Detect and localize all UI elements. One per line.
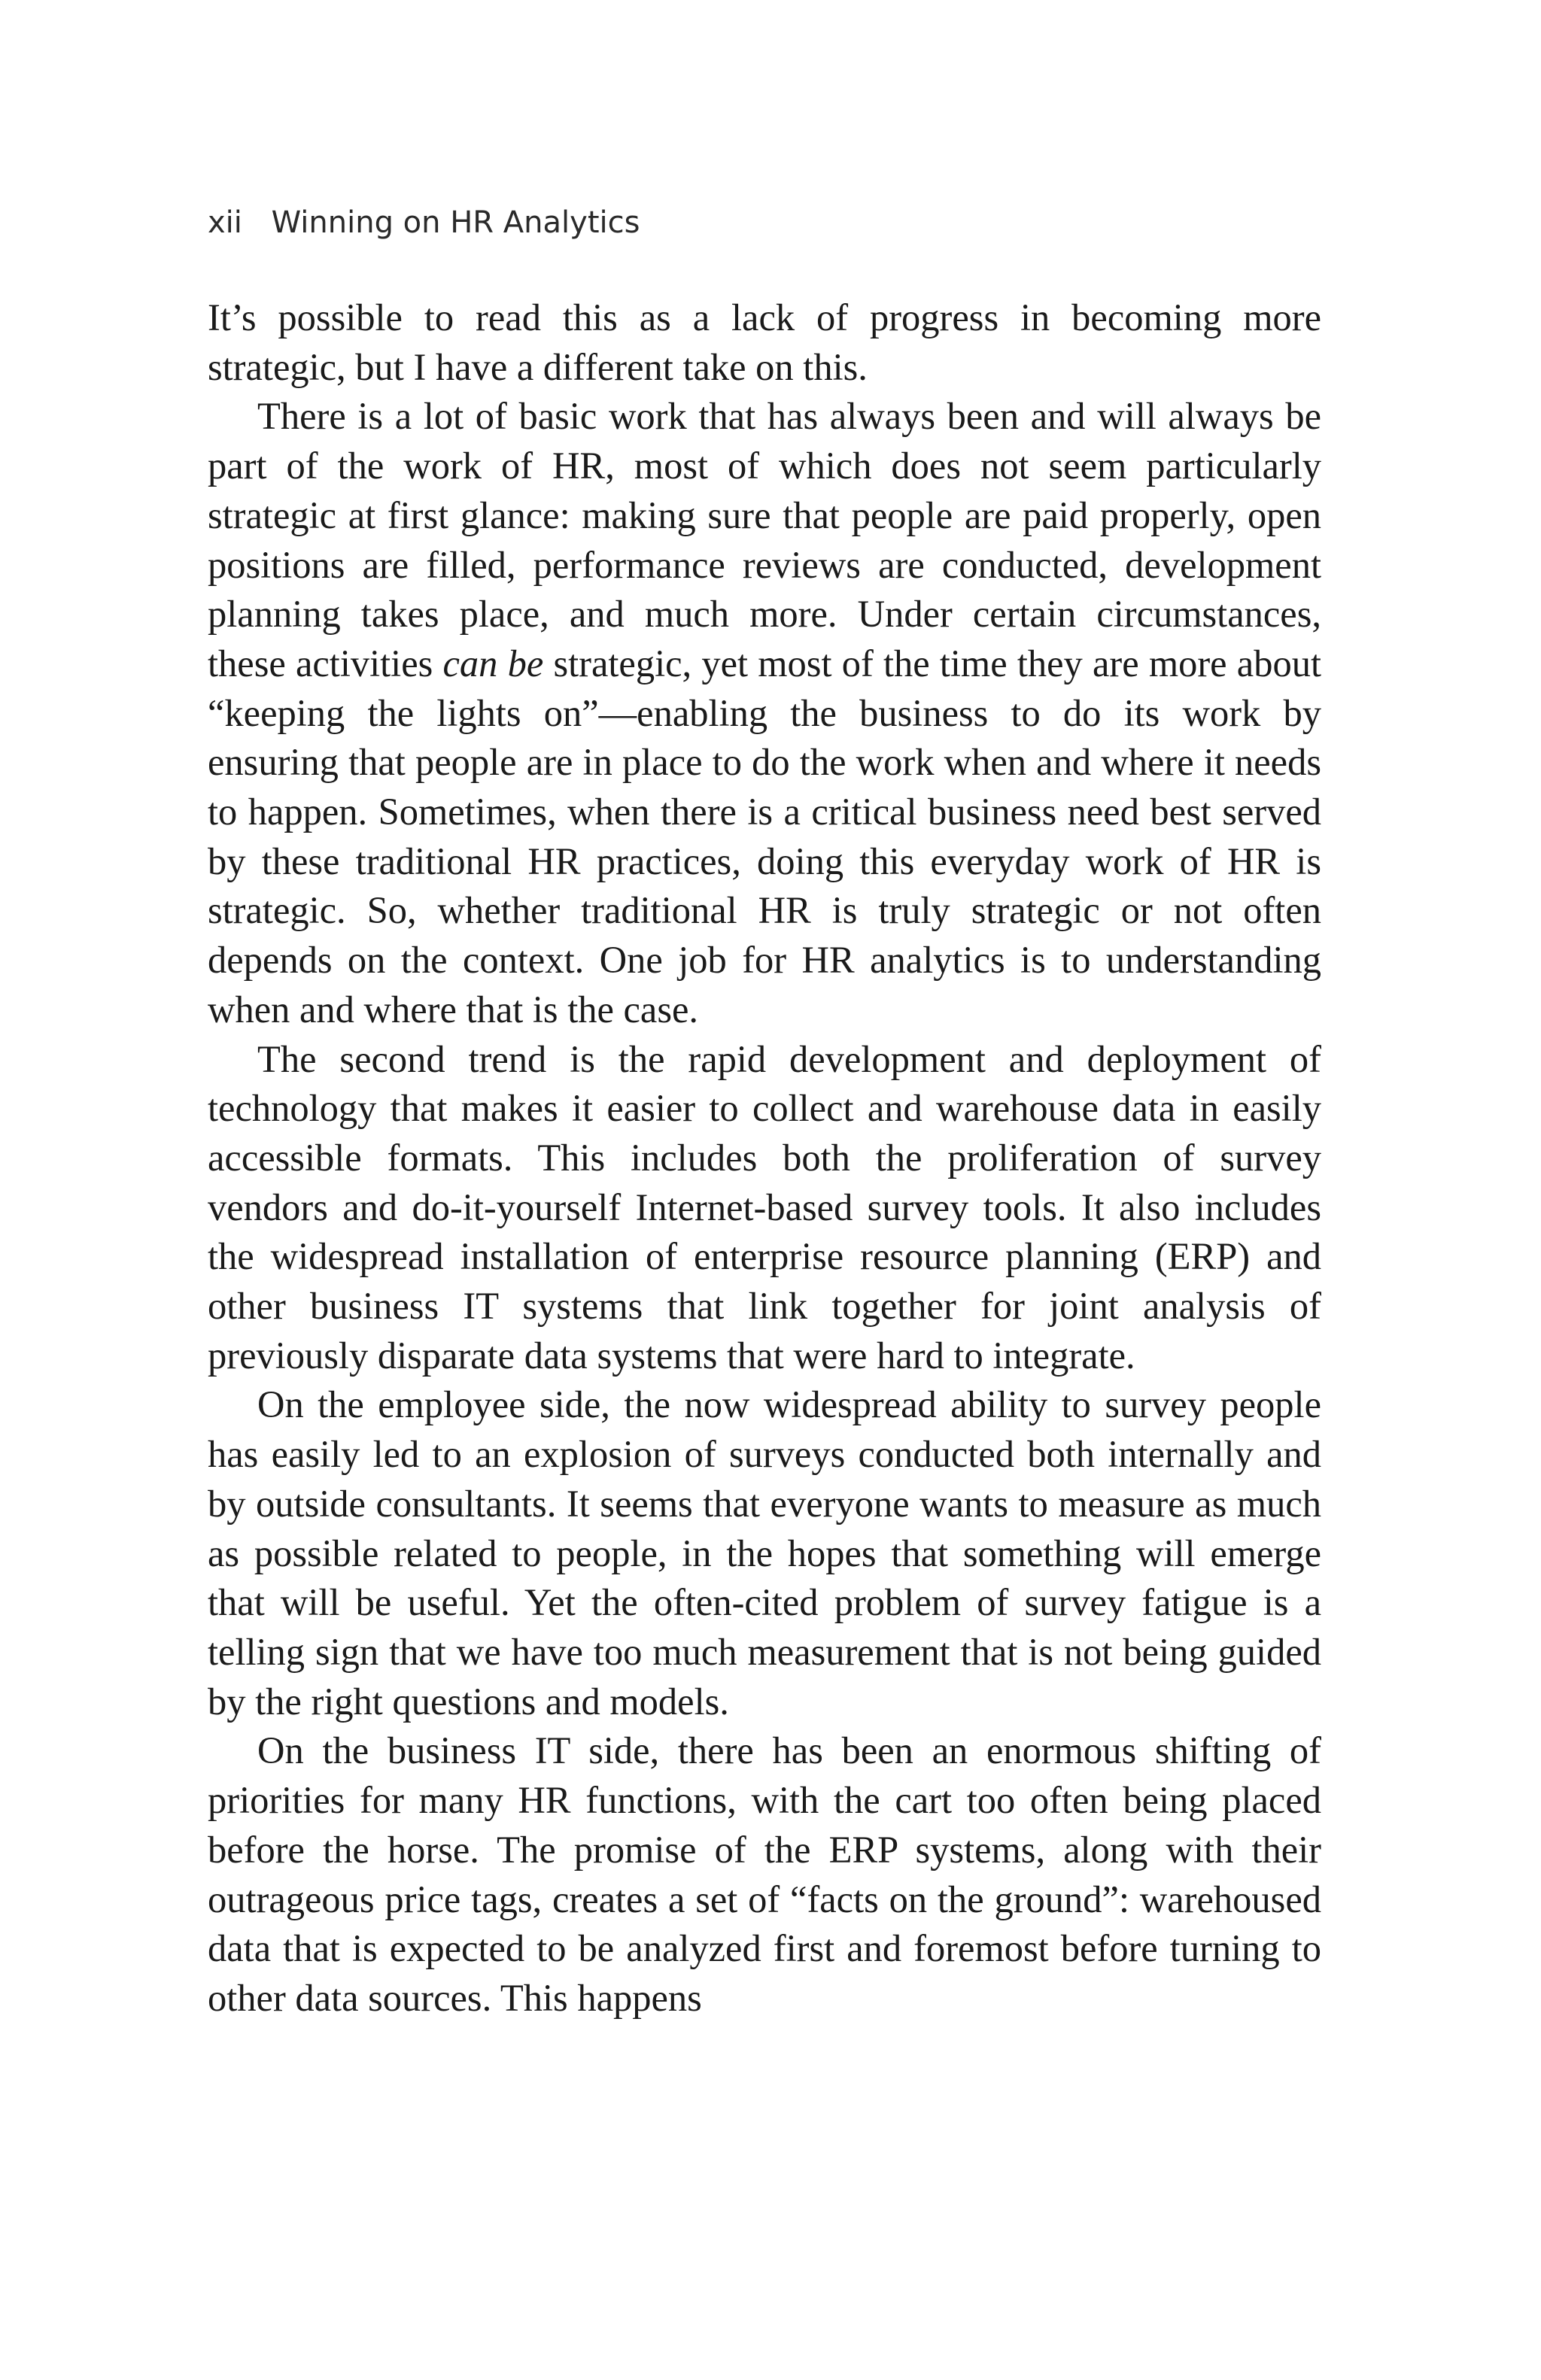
paragraph-5: On the business IT side, there has been an enormous shifting of priorities for many HR functions, with the cart too often being placed before the horse. The promise of the ERP systems, along with their outrageous price tags, creates a set of “facts on the ground”: warehoused data that is expected to be analyzed first and foremost before turning to other data sources. This happens <box>208 1729 1321 2019</box>
body-text <box>208 293 1321 2023</box>
paragraph-3: The second trend is the rapid development and deployment of technology that makes it easier to collect and warehouse data in easily accessible formats. This includes both the proliferation of survey vendors and do-it-yourself Internet-based survey tools. It also includes the widespread installation of enterprise resource planning (ERP) and other business IT systems that link together for joint analysis of previously disparate data systems that were hard to integrate. <box>208 1037 1321 1377</box>
emphasis-can-be: can be <box>442 642 544 685</box>
paragraph-4: On the employee side, the now widespread ability to survey people has easily led to an explosion of surveys conducted both internally and by outside consultants. It seems that everyone wants to measure as much as possible related to people, in the hopes that something will emerge that will be useful. Yet the often-cited problem of survey fatigue is a telling sign that we have too much measurement that is not being guided by the right questions and models. <box>208 1383 1321 1723</box>
page-number: xii <box>208 205 242 240</box>
paragraph-2-part-b: strategic, yet most of the time they are more about “keeping the lights on”—enabling the business to do its work by ensuring that people are in place to do the work when and where it needs to happen. Sometimes, when there is a critical business need best served by these traditional HR practices, doing this everyday work of HR is strategic. So, whether traditional HR is truly strategic or not often depends on the context. One job for HR analytics is to understanding when and where that is the case. <box>208 642 1322 1031</box>
paragraph-2-part-a: There is a lot of basic work that has always been and will always be part of the work of HR, most of which does not seem particularly strategic at first glance: making sure that people are paid properly, open positions are filled, performance reviews are conducted, development planning takes place, and much more. Under certain circumstances, these activities <box>208 395 1321 685</box>
paragraph-1: It’s possible to read this as a lack of progress in becoming more strategic, but I have a different take on this. <box>208 296 1321 388</box>
paragraph-2 <box>208 392 1321 1034</box>
running-head-title: Winning on HR Analytics <box>271 205 640 240</box>
running-head <box>208 202 640 244</box>
